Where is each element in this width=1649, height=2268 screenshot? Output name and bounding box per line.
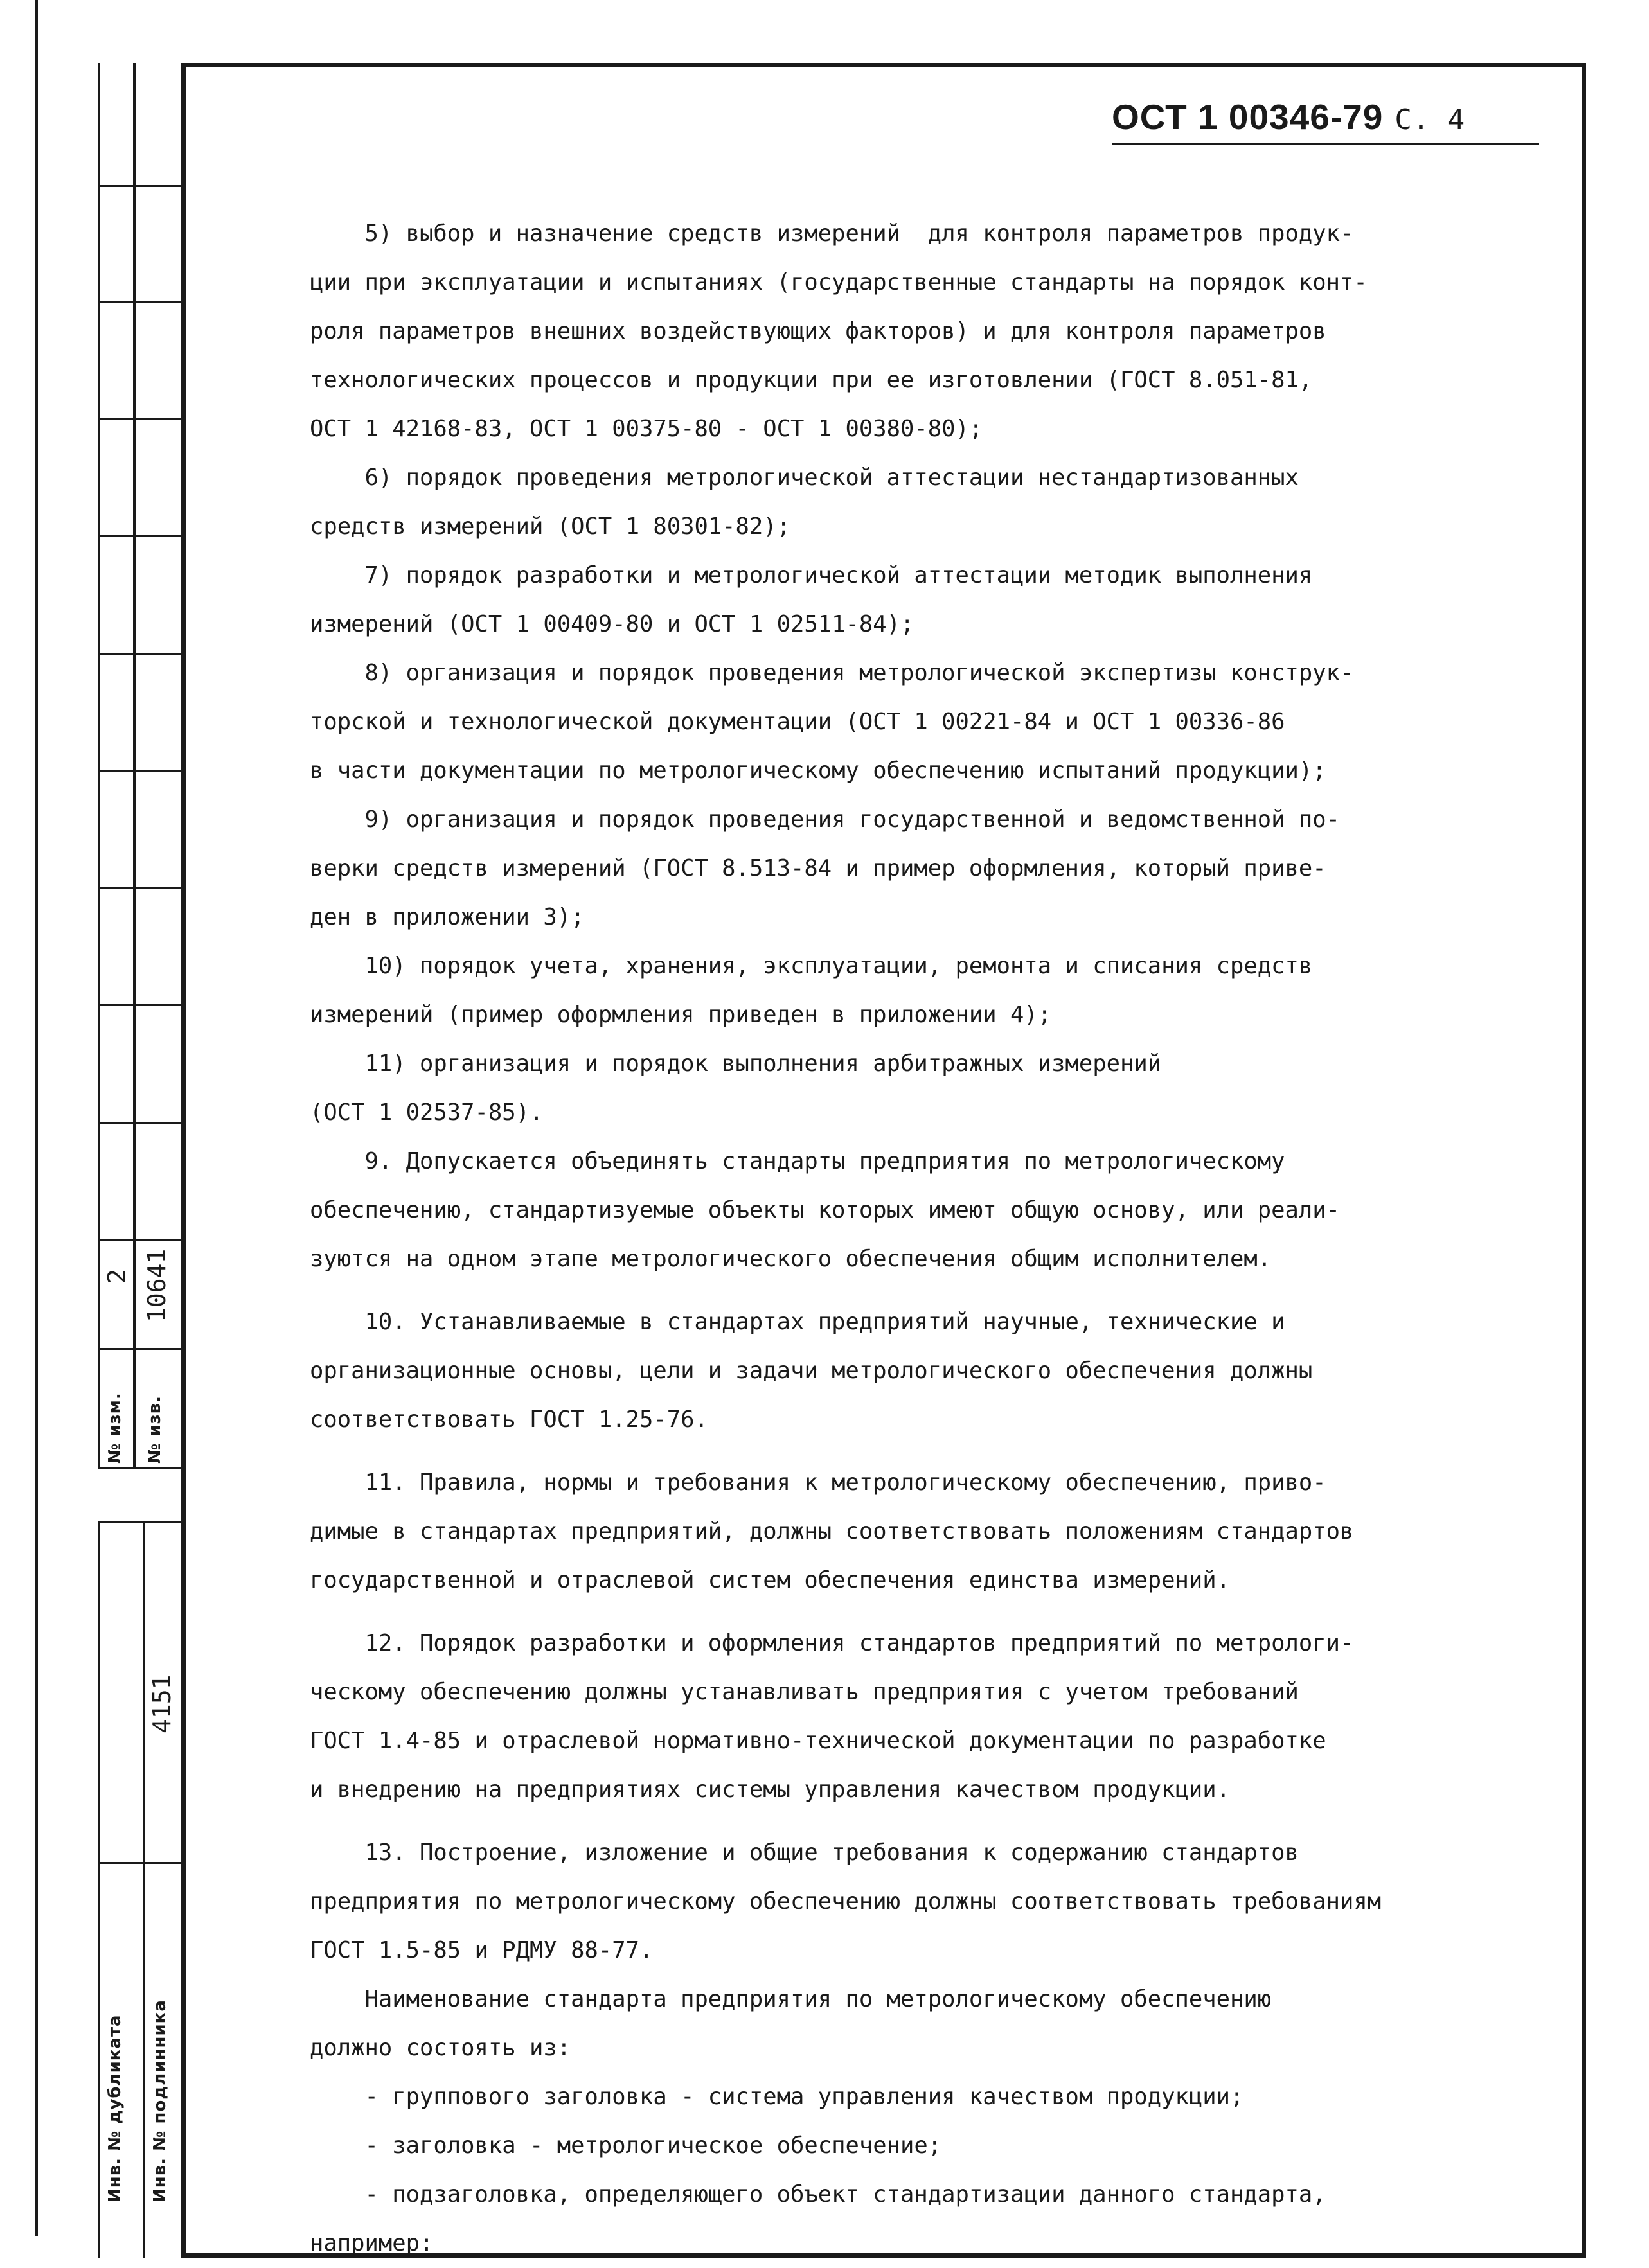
body-line: 9) организация и порядок проведения государственной и ведомственной по- bbox=[310, 806, 1340, 833]
stamp-lower-divider bbox=[143, 1521, 145, 2258]
body-line: соответствовать ГОСТ 1.25-76. bbox=[310, 1406, 708, 1433]
body-line: зуются на одном этапе метрологического обеспечения общим исполнителем. bbox=[310, 1246, 1272, 1272]
header-underline bbox=[1112, 143, 1539, 145]
body-line: средств измерений (ОСТ 1 80301-82); bbox=[310, 513, 791, 540]
body-line: 13. Построение, изложение и общие требования к содержанию стандартов bbox=[310, 1839, 1299, 1866]
stamp-row-rule bbox=[98, 1467, 181, 1469]
body-line: роля параметров внешних воздействующих факторов) и для контроля параметров bbox=[310, 318, 1326, 344]
stamp-row-rule bbox=[98, 185, 181, 187]
body-line: 9. Допускается объединять стандарты предприятия по метрологическому bbox=[310, 1148, 1285, 1174]
izm-value: 2 bbox=[103, 1269, 131, 1284]
document-code: ОСТ 1 00346-79 bbox=[1112, 97, 1384, 137]
body-line: ГОСТ 1.5-85 и РДМУ 88-77. bbox=[310, 1937, 654, 1963]
body-line: ОСТ 1 42168-83, ОСТ 1 00375-80 - ОСТ 1 00380-80); bbox=[310, 416, 983, 442]
stamp-row-rule bbox=[98, 1239, 181, 1241]
body-line: ГОСТ 1.4-85 и отраслевой нормативно-технической документации по разработке bbox=[310, 1728, 1326, 1754]
body-line: 10. Устанавливаемые в стандартах предприятий научные, технические и bbox=[310, 1309, 1285, 1335]
margin-stamp-strip bbox=[98, 63, 181, 2258]
izm-label: № изм. bbox=[105, 1392, 125, 1464]
stamp-row-rule bbox=[98, 1348, 181, 1350]
body-line: измерений (ОСТ 1 00409-80 и ОСТ 1 02511-84); bbox=[310, 611, 914, 637]
outer-margin-line bbox=[35, 0, 38, 2236]
stamp-lower-top-rule bbox=[98, 1521, 181, 1523]
paragraph-gap bbox=[310, 1814, 1499, 1829]
body-line: например: bbox=[310, 2230, 434, 2256]
body-line: ческому обеспечению должны устанавливать предприятия с учетом требований bbox=[310, 1679, 1299, 1705]
body-line: обеспечению, стандартизуемые объекты которых имеют общую основу, или реали- bbox=[310, 1197, 1340, 1223]
paragraph-gap bbox=[310, 1284, 1499, 1298]
original-number-value: 4151 bbox=[148, 1674, 176, 1733]
body-line: организационные основы, цели и задачи метрологического обеспечения должны bbox=[310, 1358, 1313, 1384]
body-line: 5) выбор и назначение средств измерений для контроля параметров продук- bbox=[310, 220, 1354, 247]
stamp-lower-border-left bbox=[98, 1521, 100, 2258]
izv-label: № изв. bbox=[145, 1395, 165, 1464]
stamp-row-rule bbox=[98, 1122, 181, 1124]
page-number: С. 4 bbox=[1395, 103, 1466, 136]
stamp-row-rule bbox=[98, 770, 181, 772]
body-line: технологических процессов и продукции при ее изготовлении (ГОСТ 8.051-81, bbox=[310, 367, 1313, 393]
body-line: - заголовка - метрологическое обеспечение; bbox=[310, 2132, 942, 2159]
duplicate-inventory-label: Инв. № дубликата bbox=[105, 2014, 125, 2202]
stamp-row-rule bbox=[98, 418, 181, 420]
paragraph-gap bbox=[310, 1605, 1499, 1619]
stamp-row-rule bbox=[98, 301, 181, 303]
stamp-row-rule bbox=[98, 1004, 181, 1006]
body-line: (ОСТ 1 02537-85). bbox=[310, 1099, 544, 1126]
body-line: 11. Правила, нормы и требования к метрологическому обеспечению, приво- bbox=[310, 1469, 1326, 1496]
body-line: измерений (пример оформления приведен в приложении 4); bbox=[310, 1002, 1052, 1028]
body-line: должно состоять из: bbox=[310, 2035, 571, 2061]
body-line: предприятия по метрологическому обеспечению должны соответствовать требованиям bbox=[310, 1888, 1382, 1915]
body-line: 6) порядок проведения метрологической аттестации нестандартизованных bbox=[310, 465, 1299, 491]
stamp-row-rule bbox=[98, 653, 181, 655]
body-line: 10) порядок учета, хранения, эксплуатации, ремонта и списания средств bbox=[310, 953, 1313, 979]
body-line: торской и технологической документации (ОСТ 1 00221-84 и ОСТ 1 00336-86 bbox=[310, 709, 1285, 735]
body-line: в части документации по метрологическому обеспечению испытаний продукции); bbox=[310, 757, 1326, 784]
body-line: - группового заголовка - система управления качеством продукции; bbox=[310, 2084, 1244, 2110]
body-line: верки средств измерений (ГОСТ 8.513-84 и пример оформления, который приве- bbox=[310, 855, 1326, 882]
body-line: ции при эксплуатации и испытаниях (государственные стандарты на порядок конт- bbox=[310, 269, 1368, 296]
stamp-strip-border-left bbox=[98, 63, 100, 1467]
stamp-row-rule bbox=[98, 535, 181, 537]
body-line: государственной и отраслевой систем обеспечения единства измерений. bbox=[310, 1567, 1230, 1593]
paragraph-gap bbox=[310, 1444, 1499, 1458]
stamp-strip-divider bbox=[133, 63, 136, 1467]
original-inventory-label: Инв. № подлинника bbox=[150, 1999, 170, 2202]
body-line: 12. Порядок разработки и оформления стандартов предприятий по метрологи- bbox=[310, 1630, 1354, 1656]
body-line: Наименование стандарта предприятия по метрологическому обеспечению bbox=[310, 1986, 1272, 2012]
document-body bbox=[310, 209, 1499, 2268]
body-line: - подзаголовка, определяющего объект стандартизации данного стандарта, bbox=[310, 2181, 1326, 2208]
body-line: и внедрению на предприятиях системы управления качеством продукции. bbox=[310, 1776, 1230, 1803]
body-line: 11) организация и порядок выполнения арбитражных измерений bbox=[310, 1050, 1162, 1077]
stamp-lower-mid-rule bbox=[98, 1862, 181, 1864]
body-line: димые в стандартах предприятий, должны соответствовать положениям стандартов bbox=[310, 1518, 1354, 1545]
body-line: 7) порядок разработки и метрологической аттестации методик выполнения bbox=[310, 562, 1313, 589]
body-line: ден в приложении 3); bbox=[310, 904, 585, 930]
document-header bbox=[1112, 96, 1465, 137]
body-line: 8) организация и порядок проведения метрологической экспертизы конструк- bbox=[310, 660, 1354, 686]
izv-value: 10641 bbox=[143, 1248, 171, 1322]
stamp-row-rule bbox=[98, 887, 181, 889]
